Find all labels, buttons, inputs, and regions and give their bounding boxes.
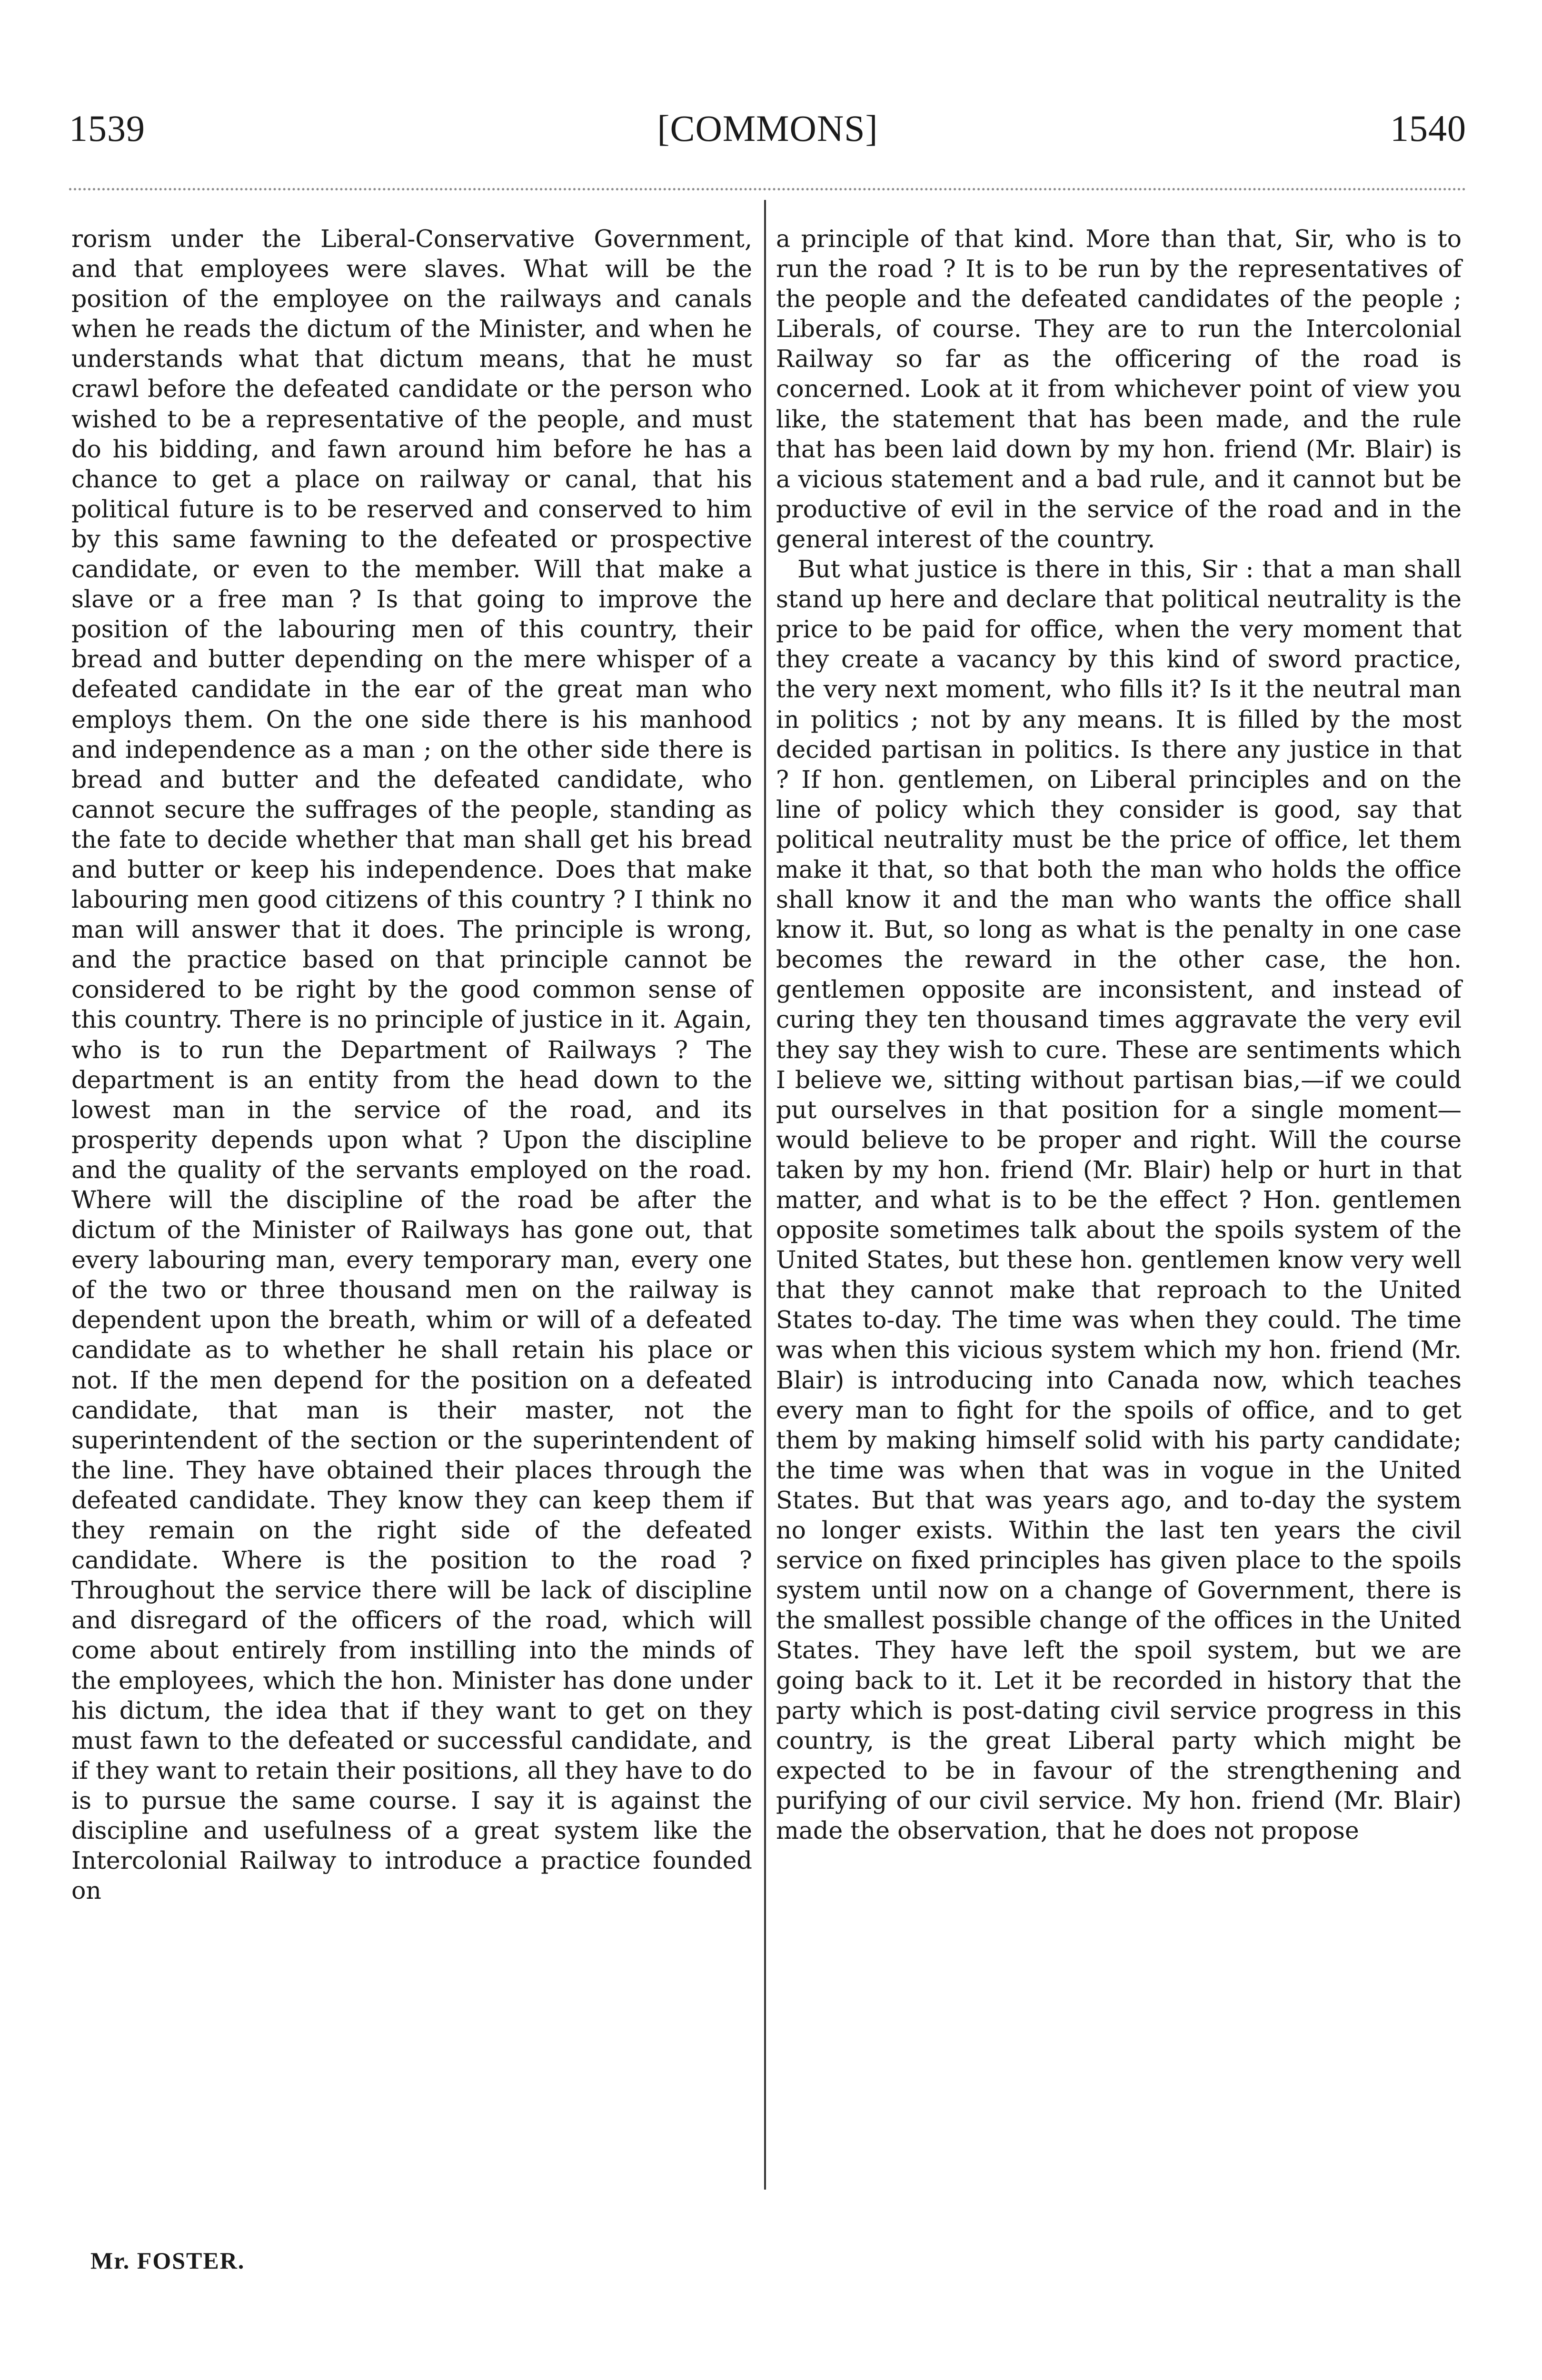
column-divider (764, 200, 766, 2190)
page-title: [COMMONS] (657, 108, 878, 149)
left-paragraph-1: rorism under the Liberal-Conservative Government, and that employees were slaves. What will be the position of the employee on the railways and canals when he reads the dictum of the Minister, and when he understands what that dictum means, that he must crawl before the defeated candidate or the person who wished to be a representative of the people, and must do his bidding, and fawn around him before he has a chance to get a place on railway or canal, that his political future is to be reserved and conserved to him by this same fawning to the defeated or prospective candidate, or even to the member. Will that make a slave or a free man ? Is that going to improve the position of the labouring men of this country, their bread and butter depending on the mere whisper of a defeated candidate in the ear of the great man who employs them. On the one side there is his manhood and independence as a man ; on the other side there is bread and butter and the defeated candidate, who cannot secure the suffrages of the people, standing as the fate to decide whether that man shall get his bread and butter or keep his independence. Does that make labouring men good citizens of this country ? I think no man will answer that it does. The principle is wrong, and the practice based on that principle cannot be considered to be right by the good common sense of this country. There is no principle of justice in it. Again, who is to run the Department of Railways ? The department is an entity from the head down to the lowest man in the service of the road, and its prosperity depends upon what ? Upon the discipline and the quality of the servants employed on the road. Where will the discipline of the road be after the dictum of the Minister of Railways has gone out, that every labouring man, every temporary man, every one of the two or three thousand men on the railway is dependent upon the breath, whim or will of a defeated candidate as to whether he shall retain his place or not. If the men depend for the position on a defeated candidate, that man is their master, not the superintendent of the section or the superintendent of the line. They have obtained their places through the defeated candidate. They know they can keep them if they remain on the right side of the defeated candidate. Where is the position to the road ? Throughout the service there will be lack of discipline and disregard of the officers of the road, which will come about entirely from instilling into the minds of the employees, which the hon. Minister has done under his dictum, the idea that if they want to get on they must fawn to the defeated or successful candidate, and if they want to retain their positions, all they have to do is to pursue the same course. I say it is against the discipline and usefulness of a great system like the Intercolonial Railway to introduce a practice founded on (71, 225, 752, 1905)
left-column (71, 224, 752, 1905)
page-header (69, 107, 1466, 159)
speaker-footer: Mr. FOSTER. (90, 2247, 245, 2274)
page-number-right: 1540 (1390, 108, 1466, 149)
right-paragraph-2: But what justice is there in this, Sir : that a man shall stand up here and declare that political neutrality is the price to be paid for office, when the very moment that they create a vacancy by this kind of sword practice, the very next moment, who fills it? Is it the neutral man in politics ; not by any means. It is filled by the most decided partisan in politics. Is there any justice in that ? If hon. gentlemen, on Liberal principles and on the line of policy which they consider is good, say that political neutrality must be the price of office, let them make it that, so that both the man who holds the office shall know it and the man who wants the office shall know it. But, so long as what is the penalty in one case becomes the reward in the other case, the hon. gentlemen opposite are inconsistent, and instead of curing they ten thousand times aggravate the very evil they say they wish to cure. These are sentiments which I believe we, sitting without partisan bias,—if we could put ourselves in that position for a single moment—would believe to be proper and right. Will the course taken by my hon. friend (Mr. Blair) help or hurt in that matter, and what is to be the effect ? Hon. gentlemen opposite sometimes talk about the spoils system of the United States, but these hon. gentlemen know very well that they cannot make that reproach to the United States to-day. The time was when they could. The time was when this vicious system which my hon. friend (Mr. Blair) is introducing into Canada now, which teaches every man to fight for the spoils of office, and to get them by making himself solid with his party candidate; the time was when that was in vogue in the United States. But that was years ago, and to-day the system no longer exists. Within the last ten years the civil service on fixed principles has given place to the spoils system until now on a change of Government, there is the smallest possible change of the offices in the United States. They have left the spoil system, but we are going back to it. Let it be recorded in history that the party which is post-dating civil service progress in this country, is the great Liberal party which might be expected to be in favour of the strengthening and purifying of our civil service. My hon. friend (Mr. Blair) made the observation, that he does not propose (776, 555, 1462, 1844)
right-column (776, 224, 1462, 1845)
right-paragraph-1: a principle of that kind. More than that, Sir, who is to run the road ? It is to be run by the representatives of the people and the defeated candidates of the people ; Liberals, of course. They are to run the Intercolonial Railway so far as the officering of the road is concerned. Look at it from whichever point of view you like, the statement that has been made, and the rule that has been laid down by my hon. friend (Mr. Blair) is a vicious statement and a bad rule, and it cannot but be productive of evil in the service of the road and in the general interest of the country. (776, 225, 1462, 553)
header-rule (69, 188, 1466, 190)
page-number-left: 1539 (69, 108, 145, 149)
